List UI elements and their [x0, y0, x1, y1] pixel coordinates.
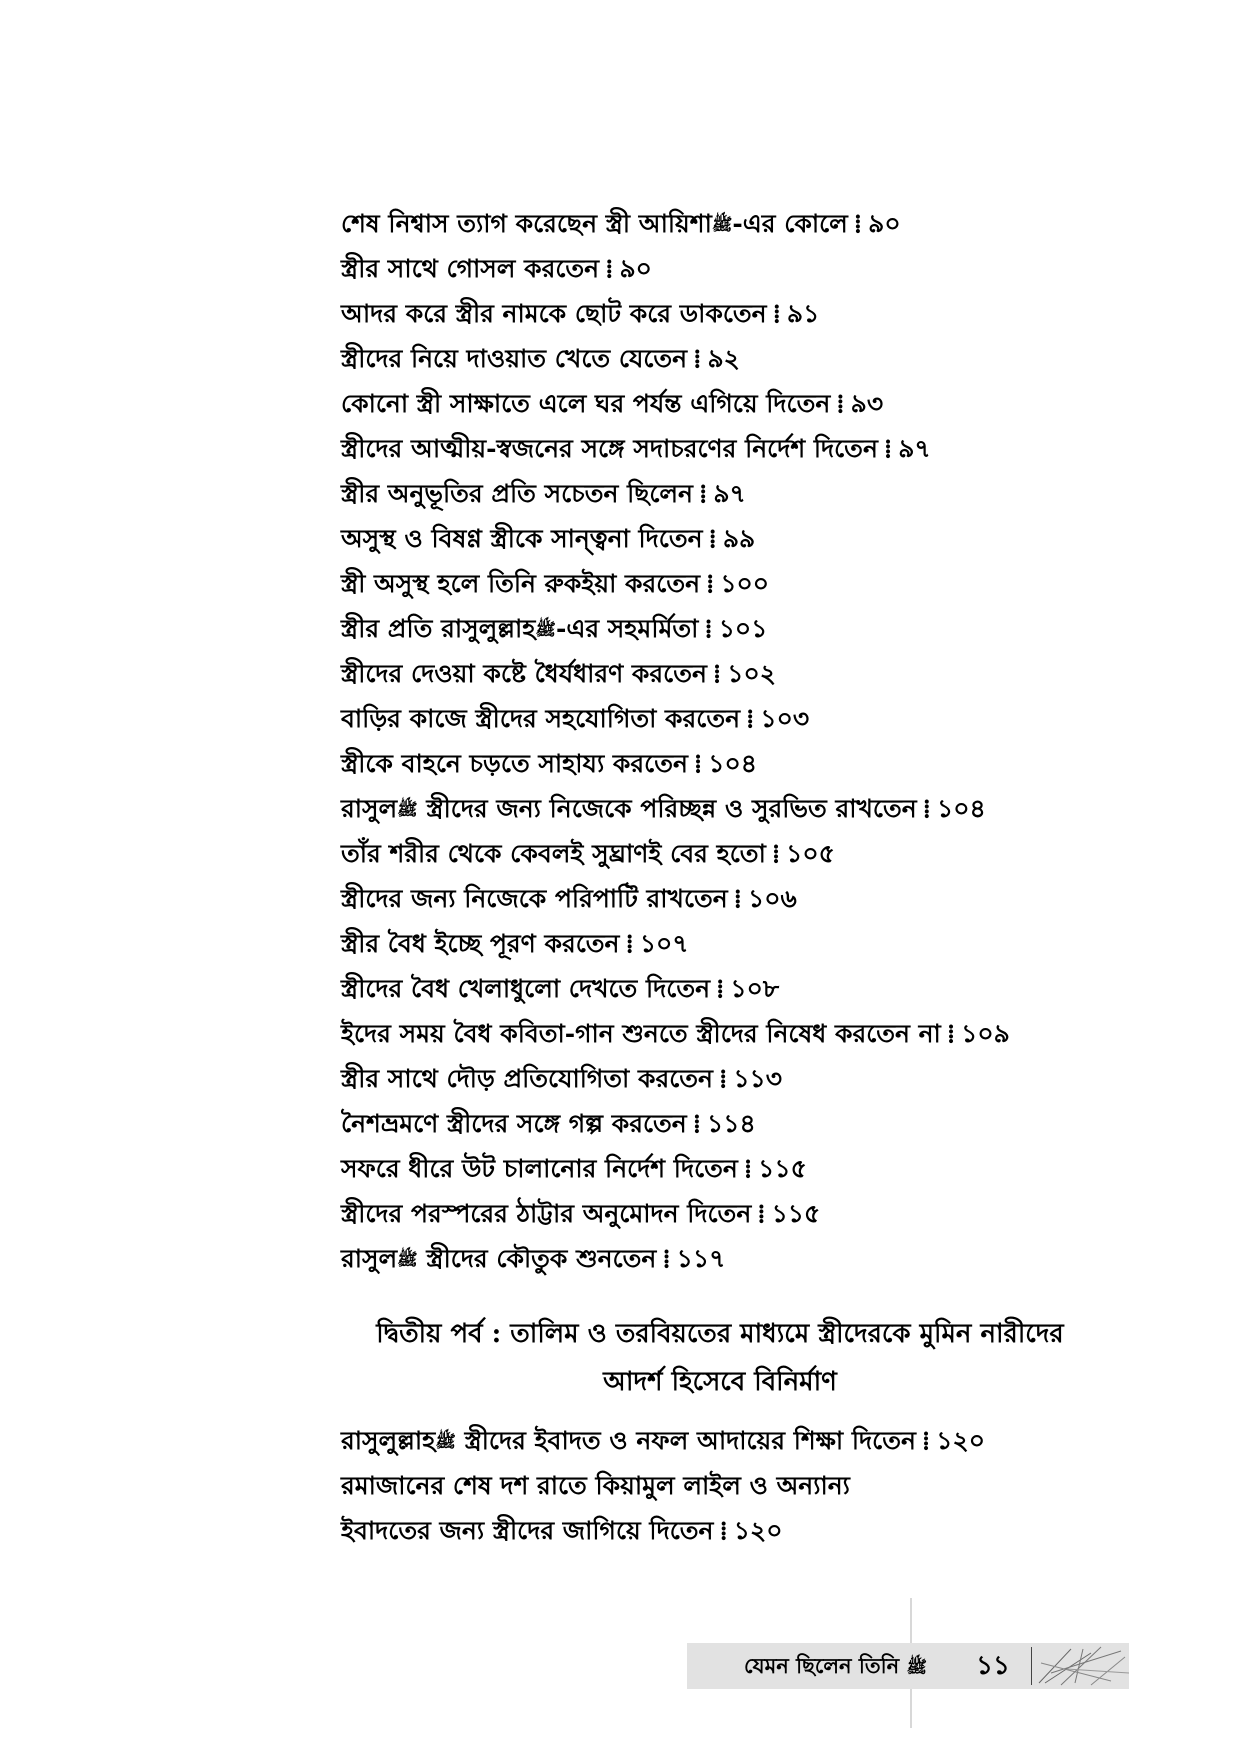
- toc-entry: [341, 1236, 1161, 1281]
- separator-icon: ⁞: [712, 659, 722, 688]
- toc-entry-title-suffix: -এর সহমর্মিতা: [555, 614, 699, 643]
- separator-icon: ⁞: [625, 929, 634, 958]
- toc-entry-page: ১১৩: [733, 1064, 783, 1093]
- toc-entry-title: স্ত্রীর সাথে দৌড় প্রতিযোগিতা করতেন: [341, 1064, 713, 1093]
- scribble-decoration-icon: [1031, 1643, 1129, 1689]
- toc-entry-title: স্ত্রীদের বৈধ খেলাধুলো দেখতে দিতেন: [341, 974, 711, 1003]
- toc-entry-title: স্ত্রীর অনুভূতির প্রতি সচেতন ছিলেন: [341, 479, 693, 508]
- toc-entry: [341, 426, 1161, 471]
- separator-icon: ⁞: [922, 794, 931, 823]
- toc-entry-title: স্ত্রীর সাথে গোসল করতেন: [341, 254, 600, 283]
- toc-entry: [341, 966, 1161, 1011]
- separator-icon: ⁞: [693, 749, 703, 778]
- toc-entry: [341, 1056, 1161, 1101]
- separator-icon: ⁞: [836, 389, 845, 418]
- toc-entry-title: স্ত্রীদের দেওয়া কষ্টে ধৈর্যধারণ করতেন: [341, 659, 707, 688]
- toc-entry-title: স্ত্রীর প্রতি রাসুলুল্লাহ: [341, 614, 536, 643]
- toc-entry: [341, 516, 1161, 561]
- toc-entry-page: ১১৭: [676, 1244, 726, 1273]
- toc-list: [341, 201, 1161, 1281]
- honorific-icon: ﷺ: [711, 215, 733, 235]
- toc-entry: [341, 291, 1161, 336]
- separator-icon: ⁞: [698, 479, 708, 508]
- separator-icon: ⁞: [743, 1154, 753, 1183]
- toc-entry-title: স্ত্রীদের আত্মীয়-স্বজনের সঙ্গে সদাচরণের নির্দেশ দিতেন: [341, 434, 878, 463]
- toc-entry-page: ৯৯: [722, 524, 756, 553]
- toc-entry: [341, 1146, 1161, 1191]
- toc-entry-title: আদর করে স্ত্রীর নামকে ছোট করে ডাকতেন: [341, 299, 767, 328]
- toc-entry-page: ১০৬: [748, 884, 797, 913]
- separator-icon: ⁞: [716, 974, 725, 1003]
- separator-icon: ⁞: [692, 1109, 702, 1138]
- separator-icon: ⁞: [883, 434, 893, 463]
- toc-entry: [341, 741, 1161, 786]
- toc-entry-page: ১২০: [936, 1426, 985, 1455]
- toc-entry-page: ৯০: [868, 209, 901, 238]
- toc-entry-page: ১০৮: [730, 974, 780, 1003]
- toc-entry: [341, 1463, 1161, 1508]
- separator-icon: ⁞: [706, 569, 715, 598]
- toc-entry-title: স্ত্রীদের পরস্পরের ঠাট্টার অনুমোদন দিতেন: [341, 1199, 752, 1228]
- toc-entry: [341, 1101, 1161, 1146]
- section-heading: [320, 1310, 1120, 1406]
- toc-entry: [341, 336, 1161, 381]
- honorific-icon: ﷺ: [535, 620, 556, 640]
- toc-entry-page: ১২০: [733, 1516, 783, 1545]
- toc-entry: [341, 561, 1161, 606]
- toc-entry: [341, 1508, 1161, 1553]
- footer-book-title-text: যেমন ছিলেন তিনি: [744, 1653, 900, 1678]
- toc-entry: [341, 876, 1161, 921]
- separator-icon: ⁞: [733, 884, 742, 913]
- toc-entry-title-suffix: স্ত্রীদের ইবাদত ও নফল আদায়ের শিক্ষা দিতেন: [455, 1426, 916, 1455]
- separator-icon: ⁞: [693, 344, 702, 373]
- separator-icon: ⁞: [719, 1516, 728, 1545]
- toc-entry-page: ১০২: [727, 659, 776, 688]
- toc-entry-page: ৯১: [786, 299, 820, 328]
- honorific-icon: ﷺ: [906, 1657, 927, 1678]
- toc-list-second-part: [341, 1418, 1161, 1553]
- separator-icon: ⁞: [757, 1199, 766, 1228]
- page-number: ১১: [976, 1651, 1010, 1681]
- honorific-icon: ﷺ: [397, 800, 418, 820]
- toc-entry-page: ৯০: [619, 254, 652, 283]
- toc-entry: [341, 201, 1161, 246]
- toc-entry-title: বাড়ির কাজে স্ত্রীদের সহযোগিতা করতেন: [341, 704, 741, 733]
- separator-icon: ⁞: [771, 839, 781, 868]
- toc-entry-title-suffix: স্ত্রীদের জন্য নিজেকে পরিচ্ছন্ন ও সুরভিত রাখতেন: [417, 794, 917, 823]
- toc-entry-title: স্ত্রীদের নিয়ে দাওয়াত খেতে যেতেন: [341, 344, 688, 373]
- toc-entry: [341, 606, 1161, 651]
- toc-entry-page: ১০১: [718, 614, 768, 643]
- toc-entry-title: রাসুলুল্লাহ: [341, 1426, 436, 1455]
- footer-book-title: [687, 1643, 935, 1689]
- separator-icon: ⁞: [662, 1244, 671, 1273]
- toc-entry-page: ৯৩: [850, 389, 884, 418]
- separator-icon: ⁞: [746, 704, 755, 733]
- toc-entry-title: কোনো স্ত্রী সাক্ষাতে এলে ঘর পর্যন্ত এগিয়ে দিতেন: [341, 389, 831, 418]
- toc-entry: [341, 651, 1161, 696]
- separator-icon: ⁞: [946, 1019, 956, 1048]
- separator-icon: ⁞: [921, 1426, 931, 1455]
- toc-entry-title: তাঁর শরীর থেকে কেবলই সুঘ্রাণই বের হতো: [341, 839, 766, 868]
- toc-entry-title: শেষ নিশ্বাস ত্যাগ করেছেন স্ত্রী আয়িশা: [341, 209, 712, 238]
- toc-entry-page: ১১৪: [707, 1109, 756, 1138]
- toc-entry: [341, 1191, 1161, 1236]
- toc-entry-title-suffix: -এর কোলে: [732, 209, 848, 238]
- toc-entry: [341, 831, 1161, 876]
- toc-entry-page: ১১৫: [758, 1154, 807, 1183]
- honorific-icon: ﷺ: [435, 1432, 456, 1452]
- toc-entry-page: ১০৯: [961, 1019, 1010, 1048]
- separator-icon: ⁞: [718, 1064, 728, 1093]
- toc-entry-page: ১০৫: [786, 839, 835, 868]
- toc-entry: [341, 381, 1161, 426]
- toc-entry-title: স্ত্রীকে বাহনে চড়তে সাহায্য করতেন: [341, 749, 688, 778]
- toc-entry: [341, 1011, 1161, 1056]
- toc-entry-page: ১০০: [720, 569, 770, 598]
- toc-entry-page: ১১৫: [771, 1199, 821, 1228]
- toc-entry-title: ইদের সময় বৈধ কবিতা-গান শুনতে স্ত্রীদের নিষেধ করতেন না: [341, 1019, 941, 1048]
- toc-entry: [341, 696, 1161, 741]
- toc-entry-title: রাসুল: [341, 794, 398, 823]
- toc-entry-page: ৯৭: [898, 434, 931, 463]
- honorific-icon: ﷺ: [397, 1250, 418, 1270]
- toc-entry-page: ৯৭: [713, 479, 746, 508]
- toc-entry: [341, 921, 1161, 966]
- separator-icon: ⁞: [772, 299, 781, 328]
- toc-entry-page: ১০৪: [708, 749, 757, 778]
- toc-entry-title: স্ত্রীর বৈধ ইচ্ছে পূরণ করতেন: [341, 929, 620, 958]
- toc-entry-title: স্ত্রী অসুস্থ হলে তিনি রুকইয়া করতেন: [341, 569, 700, 598]
- toc-entry-page: ৯২: [707, 344, 740, 373]
- toc-entry-page: ১০৭: [639, 929, 689, 958]
- toc-entry-title: নৈশভ্রমণে স্ত্রীদের সঙ্গে গল্প করতেন: [341, 1109, 687, 1138]
- toc-entry-title: স্ত্রীদের জন্য নিজেকে পরিপাটি রাখতেন: [341, 884, 728, 913]
- section-heading-line-2: আদর্শ হিসেবে বিনির্মাণ: [603, 1367, 837, 1397]
- separator-icon: ⁞: [708, 524, 717, 553]
- toc-entry-page: ১০৪: [936, 794, 986, 823]
- toc-entry: [341, 786, 1161, 831]
- toc-entry-title: ইবাদতের জন্য স্ত্রীদের জাগিয়ে দিতেন: [341, 1516, 714, 1545]
- toc-entry: [341, 471, 1161, 516]
- toc-entry-page: ১০৩: [760, 704, 810, 733]
- toc-entry: [341, 1418, 1161, 1463]
- separator-icon: ⁞: [853, 209, 863, 238]
- section-heading-line-1: দ্বিতীয় পর্ব : তালিম ও তরবিয়তের মাধ্যমে স্ত্রীদেরকে মুমিন নারীদের: [376, 1319, 1064, 1349]
- separator-icon: ⁞: [704, 614, 713, 643]
- separator-icon: ⁞: [605, 254, 614, 283]
- toc-entry-title-suffix: স্ত্রীদের কৌতুক শুনতেন: [417, 1244, 657, 1273]
- toc-entry-title: রমাজানের শেষ দশ রাতে কিয়ামুল লাইল ও অন্যান্য: [341, 1471, 850, 1500]
- toc-entry-title: সফরে ধীরে উট চালানোর নির্দেশ দিতেন: [341, 1154, 738, 1183]
- toc-entry-title: রাসুল: [341, 1244, 398, 1273]
- toc-entry-title: অসুস্থ ও বিষণ্ণ স্ত্রীকে সান্ত্বনা দিতেন: [341, 524, 703, 553]
- toc-entry: [341, 246, 1161, 291]
